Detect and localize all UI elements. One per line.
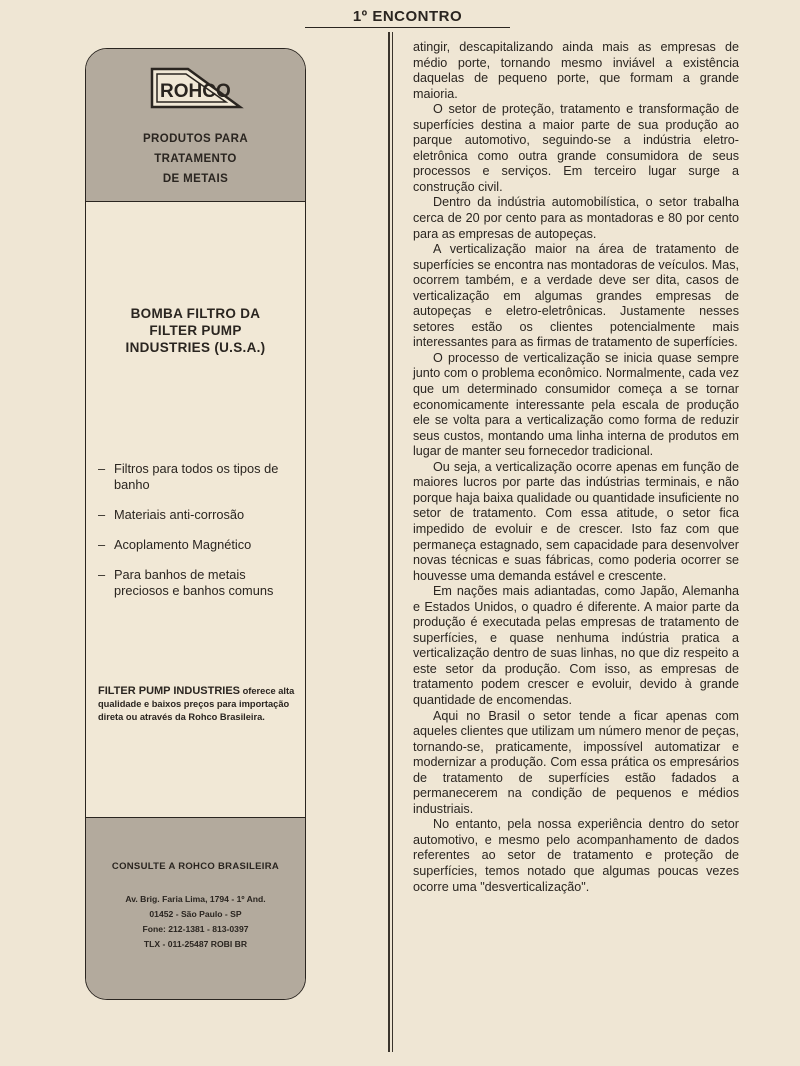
ad-product-title — [96, 305, 295, 356]
address-line: TLX - 011-25487 ROBI BR — [143, 939, 248, 949]
article-paragraph: O processo de verticalização se inicia quase sempre junto com o problema econômico. Normalmente, cada vez que um determinado consumidor começa a se tornar economicamente interessante pela escala de produção ele se volta para a verticalização como forma de reduzir seus custos, montando uma linha interna de produtos em lugar de manter seu fornecedor tradicional. — [413, 350, 739, 459]
ad-contact-panel — [86, 817, 305, 1000]
page-header: 1º ENCONTRO — [305, 8, 510, 28]
ad-tagline — [86, 129, 305, 189]
product-line: BOMBA FILTRO DA — [130, 306, 261, 321]
list-item — [98, 461, 293, 493]
dash-bullet: – — [98, 461, 106, 476]
dash-bullet: – — [98, 507, 106, 522]
list-item — [98, 567, 293, 599]
column-divider — [388, 32, 390, 1052]
article-paragraph: No entanto, pela nossa experiência dentro do setor automotivo, e mesmo pelo acompanhamento de dados referentes ao setor de tratamento e proteção de superfícies, temos notado que algumas poucas vezes ocorre uma "desverticalização". — [413, 817, 739, 894]
article-paragraph: A verticalização maior na área de tratamento de superfícies se encontra nas montadoras de veículos. Mas, ocorrem também, e a verdade deve ser dita, casos de verticalização em algumas grandes empresas de autopeças e eletro-eletrônicas. Justamente nesses setores estão os clientes potencialmente mais interessantes para as firmas de tratamento de superfícies. — [413, 242, 739, 350]
article-paragraph: Dentro da indústria automobilística, o setor trabalha cerca de 20 por cento para as montadoras e 80 por cento para as empresas de autopeças. — [413, 195, 739, 241]
rohco-logo — [148, 65, 244, 109]
ad-feature-list — [98, 461, 293, 613]
contact-address — [86, 892, 305, 952]
product-line: FILTER PUMP — [149, 323, 242, 338]
article-paragraph: atingir, descapitalizando ainda mais as empresas de médio porte, tornando mesmo inviável a existência daquelas de pequeno porte, que formam a grande maioria. — [413, 40, 739, 101]
article-paragraph: Aqui no Brasil o setor tende a ficar apenas com aqueles clientes que utilizam um número menor de peças, tornando-se, praticamente, impossível automatizar e modernizar a produção. Com essa prática os empresários de tratamento de superfícies estão fadados a permanecerem na condição de pequenos e médios industriais. — [413, 708, 739, 816]
feature-text: Filtros para todos os tipos de banho — [114, 461, 279, 492]
article-paragraph: Ou seja, a verticalização ocorre apenas em função de maiores lucros por parte das indústrias terminais, e não porque haja baixa qualidade ou quantidade insuficiente no setor de tratamento. Com essa atitude, o setor fica impedido de evoluir e de crescer. Isto faz com que permaneça estagnado, sem capacidade para desenvolver novas técnicas e suas fábricas, como poderia ocorrer se houvesse uma demanda estável e crescente. — [413, 459, 739, 583]
article-paragraph: O setor de proteção, tratamento e transformação de superfícies destina a maior parte de sua produção ao parque automotivo, seguindo-se a indústria eletro-eletrônica como outra grande consumidora de seus processos e serviços. Em terceiro lugar surge a construção civil. — [413, 102, 739, 194]
ad-offer-text — [98, 685, 295, 724]
rohco-advertisement — [85, 48, 306, 1000]
list-item — [98, 537, 293, 553]
dash-bullet: – — [98, 537, 106, 552]
article-body — [413, 40, 739, 895]
consult-heading: CONSULTE A ROHCO BRASILEIRA — [111, 861, 280, 872]
tagline-line: PRODUTOS PARA — [142, 133, 249, 145]
feature-text: Materiais anti-corrosão — [114, 507, 245, 522]
tagline-line: TRATAMENTO — [154, 153, 237, 165]
product-line: INDUSTRIES (U.S.A.) — [125, 340, 266, 355]
column-divider-inner — [392, 32, 393, 1052]
address-line: Fone: 212-1381 - 813-0397 — [142, 924, 249, 934]
article-paragraph: Em nações mais adiantadas, como Japão, Alemanha e Estados Unidos, o quadro é diferente. A maior parte da produção é executada pelas empresas de tratamento de superfícies, e quase nenhuma indústria pratica a verticalização dentro de suas linhas, no que diz respeito a este setor da produção. Com isso, as empresas de tratamento podem crescer e evoluir, devido à grande quantidade de encomendas. — [413, 584, 739, 707]
list-item — [98, 507, 293, 523]
feature-text: Para banhos de metais preciosos e banhos comuns — [114, 567, 274, 598]
address-line: Av. Brig. Faria Lima, 1794 - 1º And. — [125, 894, 266, 904]
feature-text: Acoplamento Magnético — [114, 537, 252, 552]
tagline-line: DE METAIS — [162, 173, 229, 185]
offer-body: oferece alta qualidade e baixos preços para importação direta ou através da Rohco Brasileira. — [98, 686, 295, 722]
offer-brand: FILTER PUMP INDUSTRIES — [98, 685, 240, 697]
logo-text: ROHCO — [160, 81, 231, 102]
dash-bullet: – — [98, 567, 106, 582]
ad-top-panel — [86, 49, 305, 202]
address-line: 01452 - São Paulo - SP — [149, 909, 242, 919]
